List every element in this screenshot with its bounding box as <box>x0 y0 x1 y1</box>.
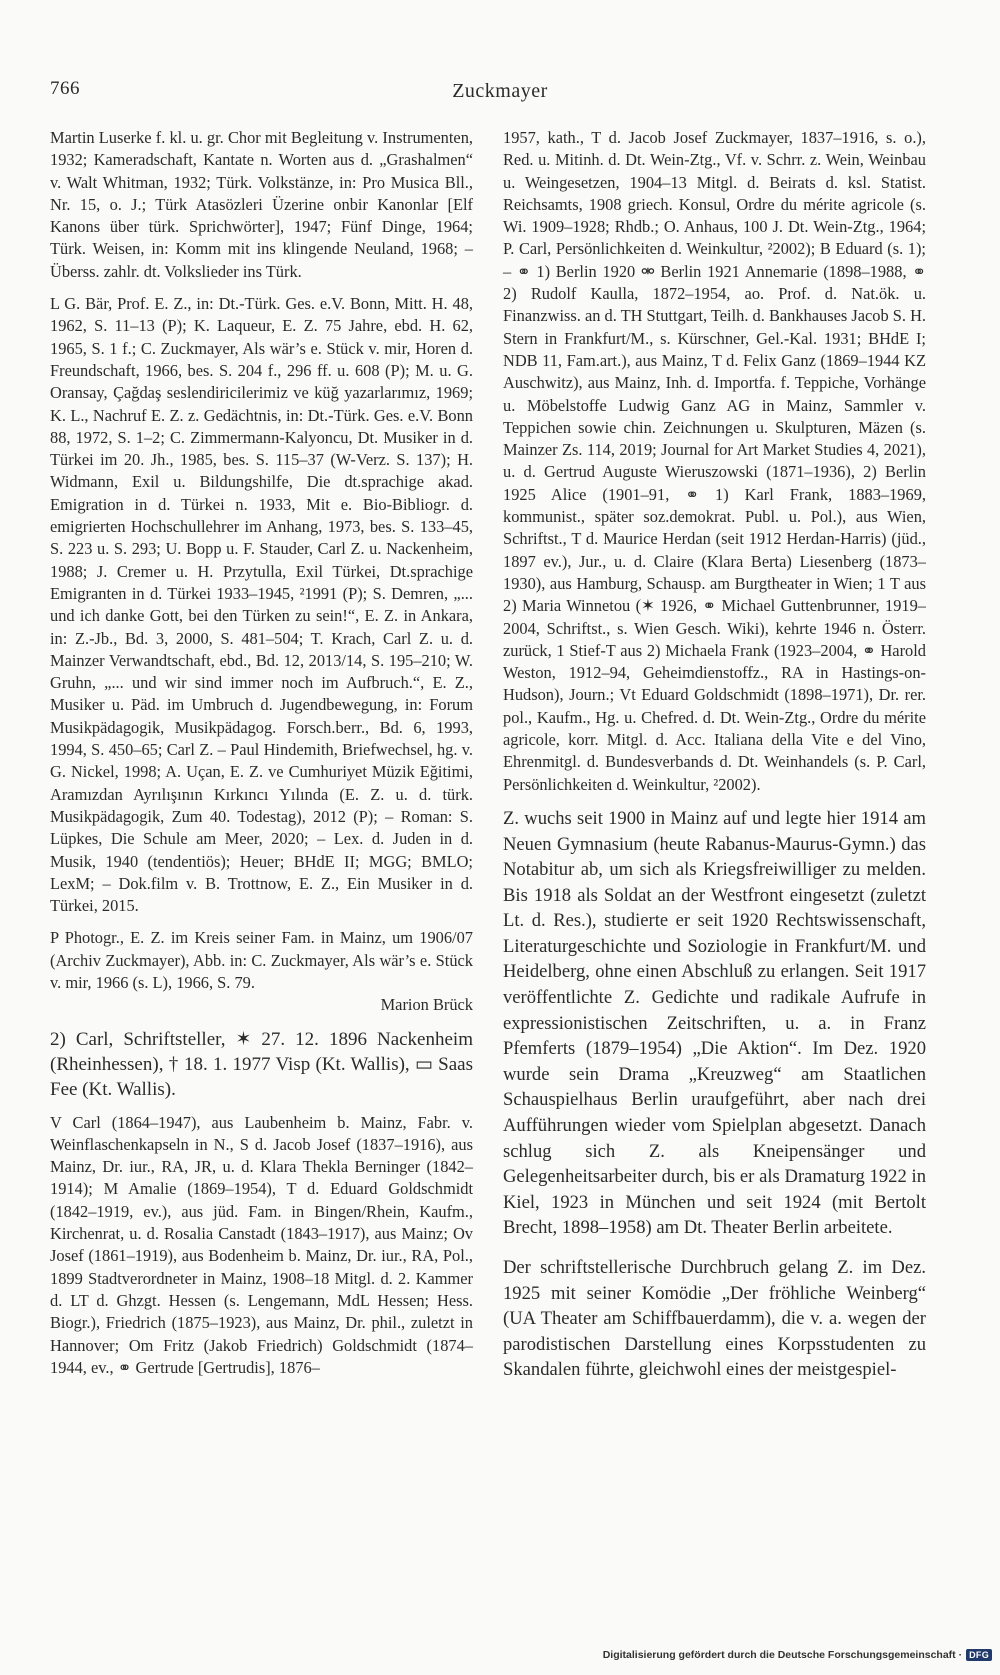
literature-paragraph: L G. Bär, Prof. E. Z., in: Dt.-Türk. Ges. e.V. Bonn, Mitt. H. 48, 1962, S. 11–13 (P); K. Laqueur, E. Z. 75 Jahre, ebd. H. 62, 1965, S. 1 f.; C. Zuckmayer, Als wär’s e. Stück v. mir, Horen d. Freundschaft, 1966, bes. S. 204 f., 296 ff. u. 608 (P); M. u. G. Oransay, Çağdaş seslendiricilerimiz ve küğ yazarlarımız, 1969; K. L., Nachruf E. Z. z. Gedächtnis, in: Dt.-Türk. Ges. e.V. Bonn 88, 1972, S. 1–2; C. Zimmermann-Kalyoncu, Dt. Musiker in d. Türkei im 20. Jh., 1985, bes. S. 115–37 (W-Verz. S. 137); H. Widmann, Exil u. Bildungshilfe, Die dt.sprachige akad. Emigration in d. Türkei n. 1933, Mit e. Bio-Bibliogr. d. emigrierten Hochschullehrer im Anhang, 1973, bes. S. 133–45, S. 223 u. S. 293; U. Bopp u. F. Stauder, Carl Z. u. Nackenheim, 1988; J. Cremer u. H. Przytulla, Exil Türkei, Dt.sprachige Emigranten in d. Türkei 1933–1945, ²1991 (P); S. Demren, „... und ich danke Gott, bei den Türken zu sein!“, E. Z. in Ankara, in: Z.-Jb., Bd. 3, 2000, S. 481–504; T. Krach, Carl Z. u. d. Mainzer Verwandtschaft, ebd., Bd. 12, 2013/14, S. 195–210; W. Gruhn, „... und wir sind immer noch im Aufbruch.“, E. Z., Musiker u. Päd. im Umbruch d. Jugendbewegung, in: Forum Musikpädagogik, Musikpädagog. Forsch.berr., Bd. 6, 1993, 1994, S. 450–65; Carl Z. – Paul Hindemith, Briefwechsel, hg. v. G. Nickel, 1998; A. Uçan, E. Z. ve Cumhuriyet Müzik Eğitimi, Aramızdan Ayrılışının Kırkıncı Yılında (E. Z. u. d. türk. Musikpädagogik, Zum 40. Todestag), 2012 (P); – Roman: S. Lüpkes, Die Schule am Meer, 2020; – Lex. d. Juden in d. Musik, 1940 (tendentiös); Heuer; BHdE II; MGG; BMLO; LexM; – Dok.film v. B. Trottnow, E. Z., Ein Musiker in d. Türkei, 2015. <box>50 294 473 916</box>
entry-heading: 2) Carl, Schriftsteller, ✶ 27. 12. 1896 Nackenheim (Rheinhessen), † 18. 1. 1977 Visp (Kt. Wallis), ▭ Saas Fee (Kt. Wallis). <box>50 1028 473 1100</box>
dfg-logo: DFG <box>966 1649 992 1661</box>
running-head: Zuckmayer <box>452 80 548 102</box>
credit-text: Digitalisierung gefördert durch die Deutsche Forschungsgemeinschaft · <box>602 1649 963 1661</box>
body-paragraph: Z. wuchs seit 1900 in Mainz auf und legte hier 1914 am Neuen Gymnasium (heute Rabanus-Maurus-Gymn.) das Notabitur ab, um sich als Kriegsfreiwilliger zu melden. Bis 1918 als Soldat an der Westfront eingesetzt (zuletzt Lt. d. Res.), studierte er seit 1920 Rechtswissenschaft, Literaturgeschichte und Soziologie in Frankfurt/M. und Heidelberg, ohne einen Abschluß zu erlangen. Seit 1917 veröffentlichte Z. Gedichte und radikale Aufrufe in expressionistischen Zeitschriften, u. a. in Franz Pfemferts (1879–1954) „Die Aktion“. Im Dez. 1920 wurde sein Drama „Kreuzweg“ am Staatlichen Schauspielhaus Berlin uraufgeführt, aber nach drei Aufführungen wieder vom Spielplan abgesetzt. Danach schlug sich Z. als Kneipensänger und Gelegenheitsarbeiter durch, bis er als Dramaturg 1922 in Kiel, 1923 in München und seit 1924 (mit Bertolt Brecht, 1898–1958) am Dt. Theater Berlin arbeitete. <box>503 807 926 1239</box>
left-column <box>50 127 473 1389</box>
works-list-continued: Martin Luserke f. kl. u. gr. Chor mit Begleitung v. Instrumenten, 1932; Kameradschaft, Kantate n. Worten aus d. „Grashalmen“ v. Walt Whitman, 1932; Türk. Volkstänze, in: Pro Musica Bll., Nr. 15, o. J.; Türk Atasözleri Üzerine onbir Kanonlar [Elf Kanons über türk. Sprichwörter], 1947; Fünf Dinge, 1964; Türk. Weisen, in: Komm mit ins klingende Neuland, 1968; – Überss. zahlr. dt. Volkslieder ins Türk. <box>50 128 473 281</box>
genealogy-paragraph-continued: 1957, kath., T d. Jacob Josef Zuckmayer, 1837–1916, s. o.), Red. u. Mitinh. d. Dt. Wein-Ztg., Vf. v. Schrr. z. Wein, Weinbau u. Weingesetzen, 1904–13 Mitgl. d. Beirats d. ksl. Statist. Reichsamts, 1908 griech. Konsul, Ordre du mérite agricole (s. Wi. 1909–1928; Rhdb.; O. Anhaus, 100 J. Dt. Wein-Ztg., 1964; P. Carl, Persönlichkeiten d. Weinkultur, ²2002); B Eduard (s. 1); – ⚭ 1) Berlin 1920 ⚮ Berlin 1921 Annemarie (1898–1988, ⚭ 2) Rudolf Kaulla, 1872–1954, ao. Prof. d. Nat.ök. u. Finanzwiss. an d. TH Stuttgart, Teilh. d. Bankhauses Jacob S. H. Stern in Frankfurt/M., s. Kürschner, Gel.-Kal. 1931; BHdE I; NDB 11, Fam.art.), aus Mainz, T d. Felix Ganz (1869–1944 KZ Auschwitz), aus Mainz, Inh. d. Importfa. f. Teppiche, Vorhänge u. Möbelstoffe Ludwig Ganz AG in Mainz, Sammler v. Teppichen sowie chin. Zeichnungen u. Skulpturen, Mäzen (s. Mainzer Zs. 114, 2019; Journal for Art Market Studies 4, 2021), u. d. Gertrud Auguste Wieruszowski (1871–1936), 2) Berlin 1925 Alice (1901–91, ⚭ 1) Karl Frank, 1883–1969, kommunist., später soz.demokrat. Publ. u. Pol.), aus Wien, Schriftst., T d. Maurice Herdan (seit 1912 Herdan-Harris) (jüd., 1897 ev.), Jur., u. d. Claire (Klara Berta) Liesenberg (1873–1930), aus Hamburg, Schausp. am Burgtheater in Wien; 1 T aus 2) Maria Winnetou (✶ 1926, ⚭ Michael Guttenbrunner, 1919–2004, Schriftst., s. Wien Gesch. Wiki), kehrte 1946 n. Österr. zurück, 1 Stief-T aus 2) Michaela Frank (1923–2004, ⚭ Harold Weston, 1912–94, Geheimdienstoffz., RA in Hastings-on-Hudson), Journ.; Vt Eduard Goldschmidt (1898–1971), Dr. rer. pol., Kaufm., Hg. u. Chefred. d. Dt. Wein-Ztg., Ordre du mérite agricole, korr. Mitgl. d. Acc. Italiana della Vite e del Vino, Ehrenmitgl. d. Bundesverbands d. Dt. Weinhandels (s. P. Carl, Persönlichkeiten d. Weinkultur, ²2002). <box>503 128 927 794</box>
portraits-paragraph: P Photogr., E. Z. im Kreis seiner Fam. in Mainz, um 1906/07 (Archiv Zuckmayer), Abb. in: C. Zuckmayer, Als wär’s e. Stück v. mir, 1966 (s. L), 1966, S. 79. <box>50 928 473 992</box>
right-column <box>503 127 926 1397</box>
page-number: 766 <box>50 78 80 99</box>
article-author: Marion Brück <box>380 995 473 1015</box>
digitization-credit <box>603 1649 992 1661</box>
genealogy-paragraph: V Carl (1864–1947), aus Laubenheim b. Mainz, Fabr. v. Weinflaschenkapseln in N., S d. Jacob Josef (1837–1916), aus Mainz, Dr. iur., RA, JR, u. d. Klara Thekla Berninger (1842–1914); M Amalie (1869–1954), T d. Eduard Goldschmidt (1842–1919, ev.), aus jüd. Fam. in Bingen/Rhein, Kaufm., Kirchenrat, u. d. Rosalia Canstadt (1843–1917), aus Mainz; Ov Josef (1861–1919), aus Bodenheim b. Mainz, Dr. iur., RA, Pol., 1899 Stadtverordneter in Mainz, 1908–18 Mitgl. d. 2. Kammer d. LT d. Ghzgt. Hessen (s. Lengemann, MdL Hessen; Hess. Biogr.), Friedrich (1875–1923), aus Mainz, Dr. phil., zuletzt in Hannover; Om Fritz (Jakob Friedrich) Goldschmidt (1874–1944, ev., ⚭ Gertrude [Gertrudis], 1876– <box>50 1112 473 1377</box>
body-paragraph: Der schriftstellerische Durchbruch gelang Z. im Dez. 1925 mit seiner Komödie „Der fröhliche Weinberg“ (UA Theater am Schiffbauerdamm), die v. a. wegen der parodistischen Darstellung eines Korpsstudenten zu Skandalen führte, gleichwohl eines der meistgespiel- <box>503 1257 926 1381</box>
